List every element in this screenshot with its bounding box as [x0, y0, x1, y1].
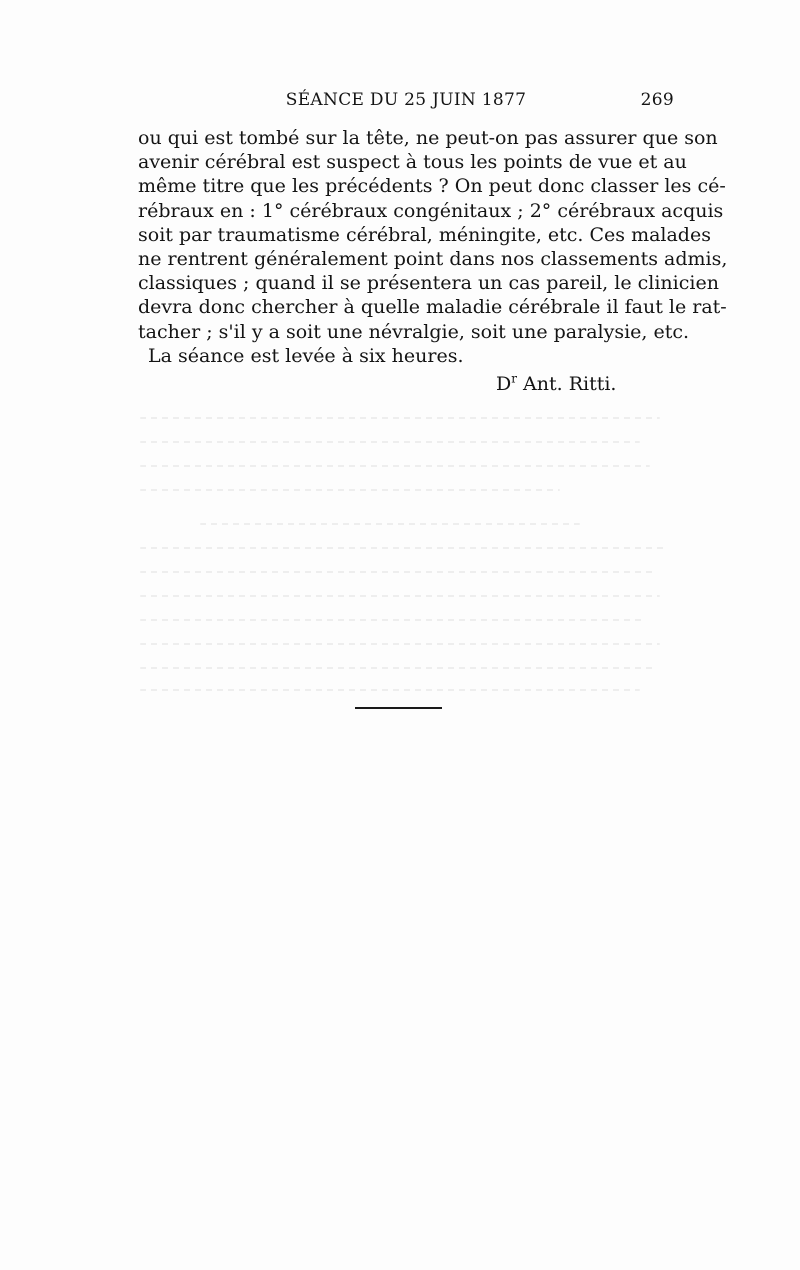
text-line: ne rentrent généralement point dans nos classements admis, — [138, 248, 728, 271]
text-line: devra donc chercher à quelle maladie cérébrale il faut le rat- — [138, 296, 727, 319]
page-number: 269 — [640, 90, 674, 110]
header-title: SÉANCE DU 25 JUIN 1877 — [285, 90, 527, 110]
signature — [496, 372, 676, 396]
text-line: même titre que les précédents ? On peut donc classer les cé- — [138, 175, 726, 198]
text-line: classiques ; quand il se présentera un cas pareil, le clinicien — [138, 272, 719, 295]
text-line: soit par traumatisme cérébral, méningite, etc. Ces malades — [138, 223, 711, 246]
end-rule — [355, 707, 442, 709]
show-through-texture — [140, 405, 680, 705]
running-header — [138, 90, 674, 116]
body-paragraph — [138, 126, 728, 368]
text-line: rébraux en : 1° cérébraux congénitaux ; 2° cérébraux acquis — [138, 199, 724, 222]
text-line: avenir cérébral est suspect à tous les points de vue et au — [138, 151, 687, 174]
signature-name: Ant. Ritti. — [523, 373, 617, 395]
text-line: ou qui est tombé sur la tête, ne peut-on pas assurer que son — [138, 127, 718, 149]
signature-prefix-sup: r — [511, 371, 517, 386]
text-line: tacher ; s'il y a soit une névralgie, soit une paralysie, etc. — [138, 320, 690, 343]
signature-prefix: D — [496, 373, 512, 395]
closing-line: La séance est levée à six heures. — [148, 344, 464, 367]
